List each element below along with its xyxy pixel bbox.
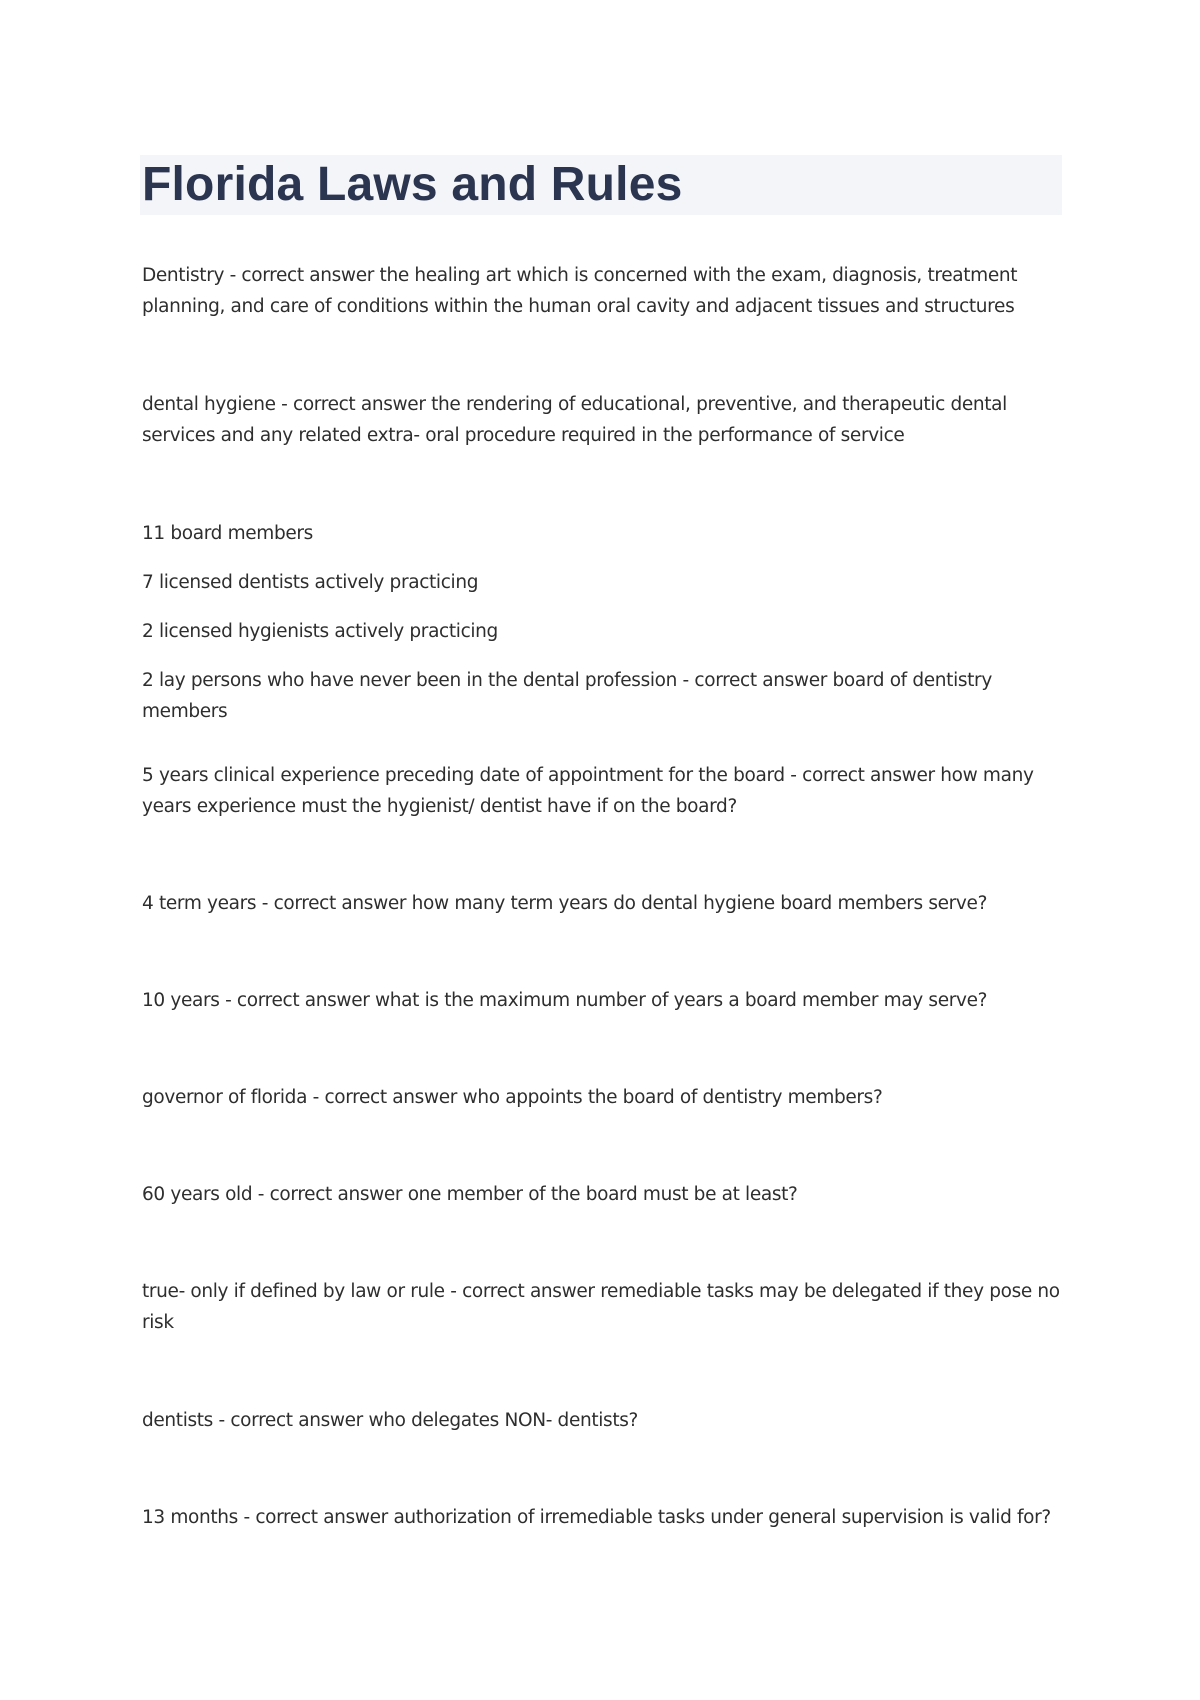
entry-governor: governor of florida - correct answer who appoints the board of dentistry members? — [142, 1087, 883, 1108]
entry-board-members — [142, 518, 1064, 727]
entry-clinical-experience: 5 years clinical experience preceding date of appointment for the board - correct answer how many years experience must the hygienist/ dentist have if on the board? — [142, 765, 1034, 817]
document-title: Florida Laws and Rules — [142, 158, 683, 211]
entry-remediable-tasks: true- only if defined by law or rule - correct answer remediable tasks may be delegated if they pose no risk — [142, 1281, 1060, 1333]
entry-dental-hygiene: dental hygiene - correct answer the rendering of educational, preventive, and therapeutic dental services and any related extra- oral procedure required in the performance of service — [142, 394, 1007, 446]
entry-dentistry: Dentistry - correct answer the healing art which is concerned with the exam, diagnosis, treatment planning, and care of conditions within the human oral cavity and adjacent tissues and structures — [142, 265, 1018, 317]
entry-max-years: 10 years - correct answer what is the maximum number of years a board member may serve? — [142, 990, 988, 1011]
board-members-line: 2 lay persons who have never been in the dental profession - correct answer board of dentistry members — [142, 670, 992, 722]
board-members-line: 7 licensed dentists actively practicing — [142, 572, 479, 593]
entry-delegation: dentists - correct answer who delegates NON- dentists? — [142, 1410, 638, 1431]
entry-authorization-validity: 13 months - correct answer authorization of irremediable tasks under general supervision is valid for? — [142, 1507, 1051, 1528]
entry-age-requirement: 60 years old - correct answer one member of the board must be at least? — [142, 1184, 798, 1205]
entry-term-years: 4 term years - correct answer how many term years do dental hygiene board members serve? — [142, 893, 988, 914]
board-members-line: 11 board members — [142, 523, 313, 544]
board-members-line: 2 licensed hygienists actively practicing — [142, 621, 498, 642]
